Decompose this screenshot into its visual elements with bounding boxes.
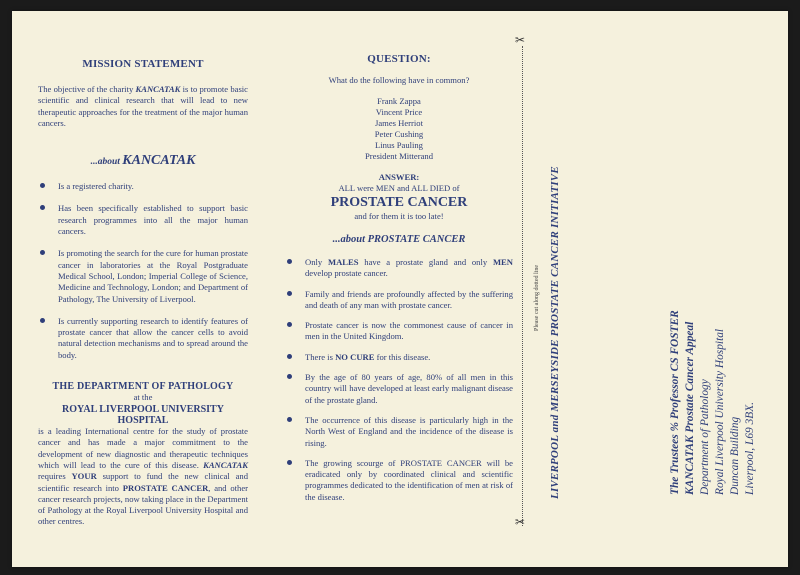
- kancatak-bullet: Is promoting the search for the cure for human prostate cancer in laboratories at the Royal Postgraduate Medical School, London; Imperial College of Science, Medicine and Technology, London; and Department of Pathology, The University of Liverpool.: [38, 248, 248, 304]
- bullet-icon: [40, 205, 45, 210]
- initiative-title: LIVERPOOL and MERSEYSIDE PROSTATE CANCER INITIATIVE: [549, 166, 561, 499]
- list-item: Peter Cushing: [374, 129, 424, 139]
- leaflet-sheet: [12, 11, 788, 567]
- prostate-bullet: Family and friends are profoundly affected by the suffering and death of any man with prostate cancer.: [285, 289, 513, 312]
- prostate-bullet-list: [285, 257, 513, 503]
- scissors-icon: ✂: [515, 515, 526, 529]
- prostate-bullet: Prostate cancer is now the commonest cause of cancer in men in the United Kingdom.: [285, 320, 513, 343]
- charity-name: KANCATAK: [135, 84, 181, 94]
- bullet-icon: [287, 374, 292, 379]
- answer-big-text: PROSTATE CANCER: [330, 195, 468, 210]
- department-text: is a leading International centre for the study of prostate cancer and has made a major commitment to the development of new diagnostic and therapeutic techniques which will lead to the cure of this disease. KANCATAK requires YOUR support to fund the new clinical and scientific research into PROSTATE CANCER, and other cancer research projects, now taking place in the Department of Pathology at the Royal Liverpool University Hospital and other centres.: [38, 426, 249, 527]
- kancatak-bullet: Has been specifically established to support basic research programmes into all the major human cancers.: [38, 203, 248, 237]
- bullet-icon: [287, 354, 292, 359]
- department-heading: THE DEPARTMENT OF PATHOLOGY: [52, 381, 234, 393]
- answer-line-2: and for them it is too late!: [354, 211, 444, 221]
- kancatak-bullet: Is a registered charity.: [38, 181, 248, 192]
- address-line: Department of Pathology: [699, 379, 711, 495]
- list-item: President Mitterand: [364, 151, 434, 161]
- bullet-icon: [40, 183, 45, 188]
- bullet-icon: [287, 322, 292, 327]
- answer-line-1: ALL were MEN and ALL DIED of: [338, 183, 460, 193]
- address-line: Royal Liverpool University Hospital: [714, 328, 726, 495]
- department-at: at the: [133, 392, 153, 403]
- prostate-bullet: The occurrence of this disease is particularly high in the North West of England and the incidence of the disease is rising.: [285, 415, 513, 449]
- left-column: [38, 46, 248, 528]
- prostate-bullet: By the age of 80 years of age, 80% of all men in this country will have developed at least early malignant disease of the prostate gland.: [285, 372, 513, 406]
- mission-text: The objective of the charity KANCATAK is to promote basic scientific and clinical research that will lead to new therapeutic approaches for the treatment of the major human cancers.: [38, 84, 248, 128]
- mission-heading: MISSION STATEMENT: [82, 58, 204, 70]
- cut-instruction: Please cut along dotted line: [534, 265, 540, 331]
- names-list: [285, 96, 513, 162]
- bullet-icon: [287, 417, 292, 422]
- answer-heading: ANSWER:: [378, 172, 420, 182]
- kancatak-bullet-list: [38, 181, 248, 361]
- address-line: Duncan Building: [729, 416, 741, 495]
- list-item: Frank Zappa: [377, 96, 421, 106]
- about-kancatak-heading: ...about KANCATAK: [90, 153, 196, 169]
- address-block: [668, 310, 758, 495]
- about-prostate-heading: ...about PROSTATE CANCER: [332, 234, 466, 245]
- address-line: KANCATAK Prostate Cancer Appeal: [684, 321, 696, 495]
- bullet-icon: [287, 259, 292, 264]
- kancatak-bullet: Is currently supporting research to identify features of prostate cancer that allow the cancer cells to avoid natural detection mechanisms and to spread around the body.: [38, 316, 248, 361]
- address-line: Liverpool, L69 3BX.: [744, 401, 756, 495]
- hospital-name: ROYAL LIVERPOOL UNIVERSITY HOSPITAL: [62, 404, 224, 427]
- cut-line: [522, 46, 523, 526]
- question-heading: QUESTION:: [367, 53, 431, 65]
- question-prompt: What do the following have in common?: [328, 75, 470, 85]
- prostate-bullet: Only MALES have a prostate gland and only MEN develop prostate cancer.: [285, 257, 513, 280]
- list-item: Vincent Price: [375, 107, 423, 117]
- bullet-icon: [287, 291, 292, 296]
- bullet-icon: [40, 250, 45, 255]
- prostate-bullet: The growing scourge of PROSTATE CANCER will be eradicated only by coordinated clinical and scientific programmes dedicated to the identification of men at risk of the disease.: [285, 458, 513, 503]
- middle-column: [285, 46, 513, 503]
- address-line: The Trustees % Professor CS FOSTER: [669, 310, 681, 495]
- scissors-icon: ✂: [515, 33, 526, 47]
- list-item: Linus Pauling: [375, 140, 423, 150]
- bullet-icon: [40, 318, 45, 323]
- prostate-bullet: There is NO CURE for this disease.: [285, 352, 513, 363]
- list-item: James Herriot: [375, 118, 423, 128]
- bullet-icon: [287, 460, 292, 465]
